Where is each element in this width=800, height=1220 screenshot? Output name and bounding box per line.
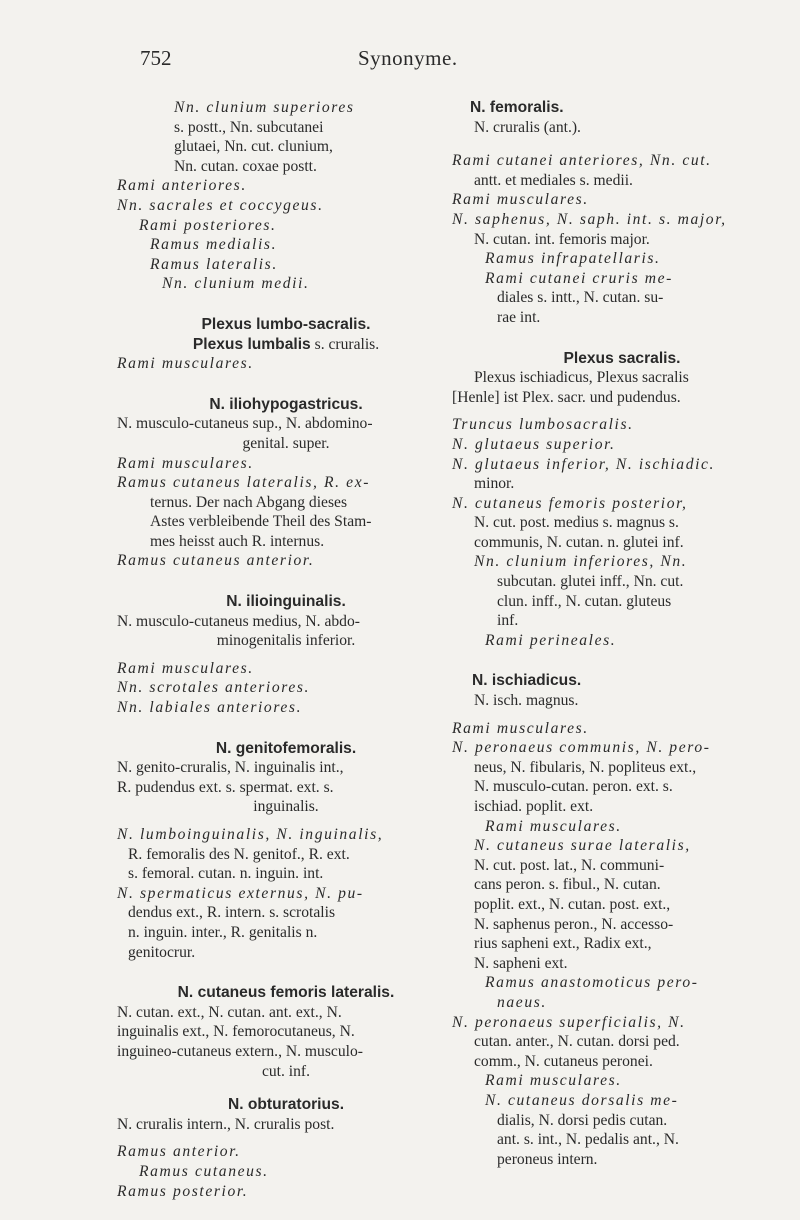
entry-line: Rami musculares. <box>485 817 622 835</box>
entry-line: N. cut. post. medius s. magnus s. <box>474 514 679 532</box>
entry-line: minogenitalis inferior. <box>216 632 356 650</box>
entry-line: Nn. labiales anteriores. <box>117 699 303 717</box>
entry-line: Nn. clunium superiores <box>174 99 355 116</box>
entry-line: Ramus lateralis. <box>150 255 278 273</box>
entry-line: [Henle] ist Plex. sacr. und pudendus. <box>452 388 681 406</box>
entry-line: genitocrur. <box>128 943 196 961</box>
entry-line: N. spermaticus externus, N. pu- <box>117 884 364 902</box>
entry-line: Ramus cutaneus anterior. <box>117 552 315 570</box>
entry-line: N. glutaeus superior. <box>452 435 616 453</box>
entry-line: Ramus anterior. <box>117 1143 241 1161</box>
entry-line: Rami musculares. <box>117 659 254 677</box>
entry-line: N. cutan. int. femoris major. <box>474 230 650 248</box>
entry-line: N. musculo-cutaneus sup., N. abdomino- <box>117 415 373 433</box>
entry-line: Rami cutanei anteriores, Nn. cut. <box>452 152 712 170</box>
section-heading: N. ischiadicus. <box>472 672 582 690</box>
entry-line: antt. et mediales s. medii. <box>474 171 633 189</box>
entry-line: N. cruralis (ant.). <box>474 118 581 136</box>
section-heading: N. iliohypogastricus. <box>209 395 363 413</box>
entry-line: N. saphenus, N. saph. int. s. major, <box>452 210 727 228</box>
entry-line: N. peronaeus superficialis, N. <box>452 1013 686 1031</box>
section-subheading: Plexus lumbalis s. cruralis. <box>192 335 380 353</box>
section-heading: N. femoralis. <box>470 99 564 116</box>
page-header <box>0 0 800 100</box>
entry-line: N. peronaeus communis, N. pero- <box>452 739 711 757</box>
entry-line: Plexus ischiadicus, Plexus sacralis <box>474 369 689 387</box>
entry-line: Ramus cutaneus lateralis, R. ex- <box>117 474 371 492</box>
entry-line: Rami musculares. <box>452 191 589 209</box>
entry-line: dialis, N. dorsi pedis cutan. <box>497 1111 668 1129</box>
entry-line: N. sapheni ext. <box>474 954 568 972</box>
entry-line: Nn. sacrales et coccygeus. <box>117 196 324 214</box>
entry-line: diales s. intt., N. cutan. su- <box>497 289 664 307</box>
section-heading: N. obturatorius. <box>227 1096 345 1114</box>
entry-line: cut. inf. <box>261 1062 311 1080</box>
entry-line: glutaei, Nn. cut. clunium, <box>174 138 333 156</box>
entry-line: mes heisst auch R. internus. <box>150 532 325 550</box>
entry-line: Ramus anastomoticus pero- <box>485 974 699 992</box>
entry-line: Nn. scrotales anteriores. <box>117 679 311 697</box>
section-heading: N. ilioinguinalis. <box>226 593 346 611</box>
entry-line: communis, N. cutan. n. glutei inf. <box>474 533 684 551</box>
entry-line: N. isch. magnus. <box>474 692 579 710</box>
entry-line: inguineo-cutaneus extern., N. musculo- <box>117 1042 363 1060</box>
entry-line: N. cutaneus surae lateralis, <box>474 837 691 855</box>
entry-line: Astes verbleibende Theil des Stam- <box>150 513 372 531</box>
entry-line: ternus. Der nach Abgang dieses <box>150 493 348 511</box>
running-title: Synonyme. <box>358 46 458 70</box>
entry-line: Ramus cutaneus. <box>139 1162 269 1180</box>
section-heading: N. genitofemoralis. <box>215 739 357 757</box>
entry-line: Rami anteriores. <box>117 177 247 195</box>
entry-line: inf. <box>497 612 519 630</box>
entry-line: dendus ext., R. intern. s. scrotalis <box>128 904 336 922</box>
entry-line: N. cutaneus femoris posterior, <box>452 494 688 512</box>
entry-line: n. inguin. inter., R. genitalis n. <box>128 923 318 941</box>
entry-line: Rami musculares. <box>117 355 254 373</box>
entry-line: poplit. ext., N. cutan. post. ext., <box>474 895 671 913</box>
entry-line: R. pudendus ext. s. spermat. ext. s. <box>117 778 334 796</box>
entry-line: Rami musculares. <box>485 1072 622 1090</box>
entry-line: comm., N. cutaneus peronei. <box>474 1052 653 1070</box>
entry-line: Nn. clunium medii. <box>162 275 310 293</box>
entry-line: Truncus lumbosacralis. <box>452 416 634 434</box>
entry-line: N. cruralis intern., N. cruralis post. <box>117 1115 335 1133</box>
entry-line: s. postt., Nn. subcutanei <box>174 118 324 136</box>
entry-line: N. cutan. ext., N. cutan. ant. ext., N. <box>117 1003 342 1021</box>
entry-line: ant. s. int., N. pedalis ant., N. <box>497 1131 679 1149</box>
entry-line: subcutan. glutei inff., Nn. cut. <box>497 573 684 591</box>
entry-line: Ramus medialis. <box>150 236 278 254</box>
entry-line: N. lumboinguinalis, N. inguinalis, <box>117 826 384 843</box>
entry-line: peroneus intern. <box>497 1150 598 1168</box>
entry-line: N. saphenus peron., N. accesso- <box>474 915 674 933</box>
page-number: 752 <box>140 46 172 70</box>
entry-line: N. musculo-cutaneus medius, N. abdo- <box>117 612 360 630</box>
entry-line: inguinalis. <box>253 798 319 816</box>
right-column <box>452 98 792 1169</box>
entry-line: N. glutaeus inferior, N. ischiadic. <box>452 455 716 473</box>
left-column <box>117 98 455 1201</box>
entry-line: Ramus infrapatellaris. <box>485 250 661 268</box>
entry-line: ischiad. poplit. ext. <box>474 798 594 815</box>
entry-line: rae int. <box>497 308 541 326</box>
entry-line: Rami perineales. <box>485 631 617 649</box>
entry-line: neus, N. fibularis, N. popliteus ext., <box>474 758 697 776</box>
section-heading: N. cutaneus femoris lateralis. <box>177 984 395 1002</box>
entry-line: Nn. cutan. coxae postt. <box>174 157 317 175</box>
entry-line: Rami musculares. <box>452 719 589 737</box>
entry-line: genital. super. <box>242 434 330 452</box>
entry-line: N. cutaneus dorsalis me- <box>485 1091 679 1109</box>
entry-line: s. femoral. cutan. n. inguin. int. <box>128 865 324 883</box>
entry-line: minor. <box>474 475 515 493</box>
entry-line: rius sapheni ext., Radix ext., <box>474 935 652 953</box>
entry-line: N. musculo-cutan. peron. ext. s. <box>474 778 673 796</box>
entry-line: cans peron. s. fibul., N. cutan. <box>474 876 661 894</box>
entry-line: R. femoralis des N. genitof., R. ext. <box>128 845 350 863</box>
entry-line: Rami posteriores. <box>139 216 277 234</box>
entry-line: N. cut. post. lat., N. communi- <box>474 856 665 874</box>
entry-line: Ramus posterior. <box>117 1182 249 1200</box>
entry-line: clun. inff., N. cutan. gluteus <box>497 592 672 610</box>
section-heading: Plexus sacralis. <box>563 349 681 367</box>
entry-line: Rami cutanei cruris me- <box>485 269 673 287</box>
entry-line: naeus. <box>497 993 547 1011</box>
entry-line: Nn. clunium inferiores, Nn. <box>474 553 688 571</box>
entry-line: N. genito-cruralis, N. inguinalis int., <box>117 759 344 777</box>
entry-line: Rami musculares. <box>117 454 254 472</box>
section-heading: Plexus lumbo-sacralis. <box>201 315 371 333</box>
entry-line: cutan. anter., N. cutan. dorsi ped. <box>474 1033 680 1051</box>
entry-line: inguinalis ext., N. femorocutaneus, N. <box>117 1023 355 1041</box>
